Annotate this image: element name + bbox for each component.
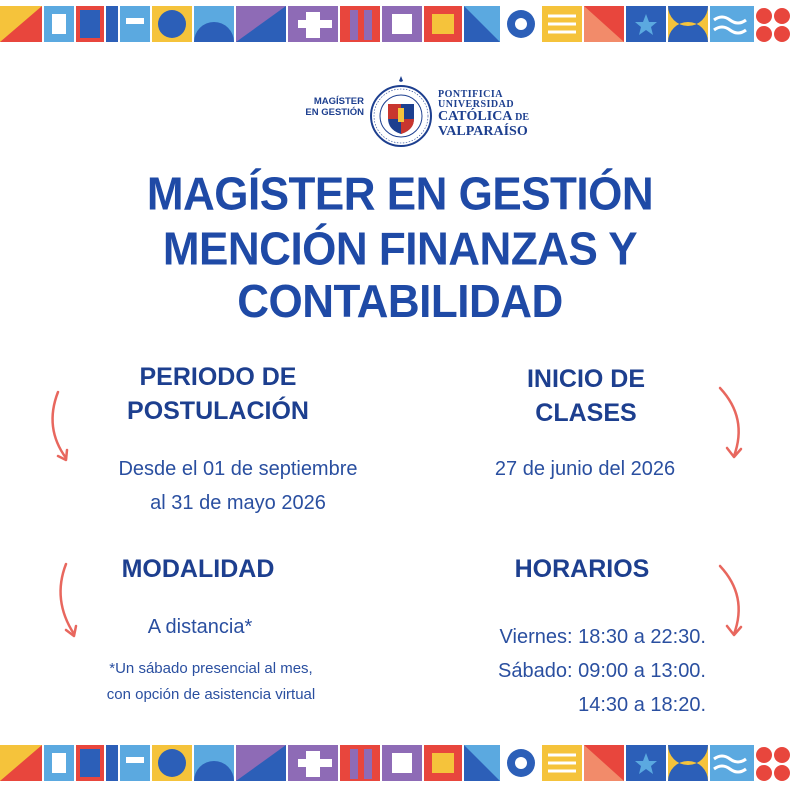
postulacion-text	[70, 452, 406, 520]
horarios-line-1: Viernes: 18:30 a 22:30.	[499, 626, 706, 648]
modalidad-heading: MODALIDAD	[121, 555, 275, 583]
postulacion-text-line-1: Desde el 01 de septiembre	[118, 458, 358, 480]
decorative-band-top	[0, 0, 800, 44]
inicio-heading	[456, 362, 716, 430]
univ-line-2: UNIVERSIDAD	[438, 99, 515, 110]
inicio-heading-line-2: CLASES	[535, 399, 637, 427]
modalidad-note-line-2: con opción de asistencia virtual	[106, 686, 316, 703]
univ-line-4: VALPARAÍSO	[438, 124, 528, 139]
horarios-heading: HORARIOS	[514, 555, 650, 583]
modalidad-text: A distancia*	[147, 616, 253, 638]
postulacion-text-line-2: al 31 de mayo 2026	[150, 492, 326, 514]
page-title-line-2: MENCIÓN FINANZAS Y CONTABILIDAD	[162, 223, 638, 328]
modalidad-note	[46, 656, 376, 708]
horarios-line-3: 14:30 a 18:20.	[578, 694, 706, 716]
program-line-1: MAGÍSTER	[313, 96, 364, 107]
program-line-2: EN GESTIÓN	[305, 107, 364, 118]
university-name	[438, 90, 558, 139]
decorative-band-bottom	[0, 743, 800, 787]
univ-de: DE	[515, 112, 530, 123]
postulacion-heading	[88, 360, 348, 428]
horarios-text	[430, 620, 706, 722]
postulacion-heading-line-1: PERIODO DE	[139, 363, 297, 391]
postulacion-heading-line-2: POSTULACIÓN	[127, 397, 309, 425]
horarios-line-2: Sábado: 09:00 a 13:00.	[498, 660, 706, 682]
program-logo-text	[292, 96, 364, 118]
univ-line-1: PONTIFICIA	[438, 89, 504, 100]
modalidad-note-line-1: *Un sábado presencial al mes,	[109, 660, 313, 677]
page-title-line-1: MAGÍSTER EN GESTIÓN	[146, 168, 654, 221]
univ-line-3: CATÓLICA	[438, 109, 512, 124]
curved-arrow-icon	[712, 562, 752, 642]
university-seal-icon	[368, 74, 434, 150]
inicio-text: 27 de junio del 2026	[494, 458, 676, 480]
logo-block	[292, 68, 552, 154]
inicio-heading-line-1: INICIO DE	[526, 365, 646, 393]
